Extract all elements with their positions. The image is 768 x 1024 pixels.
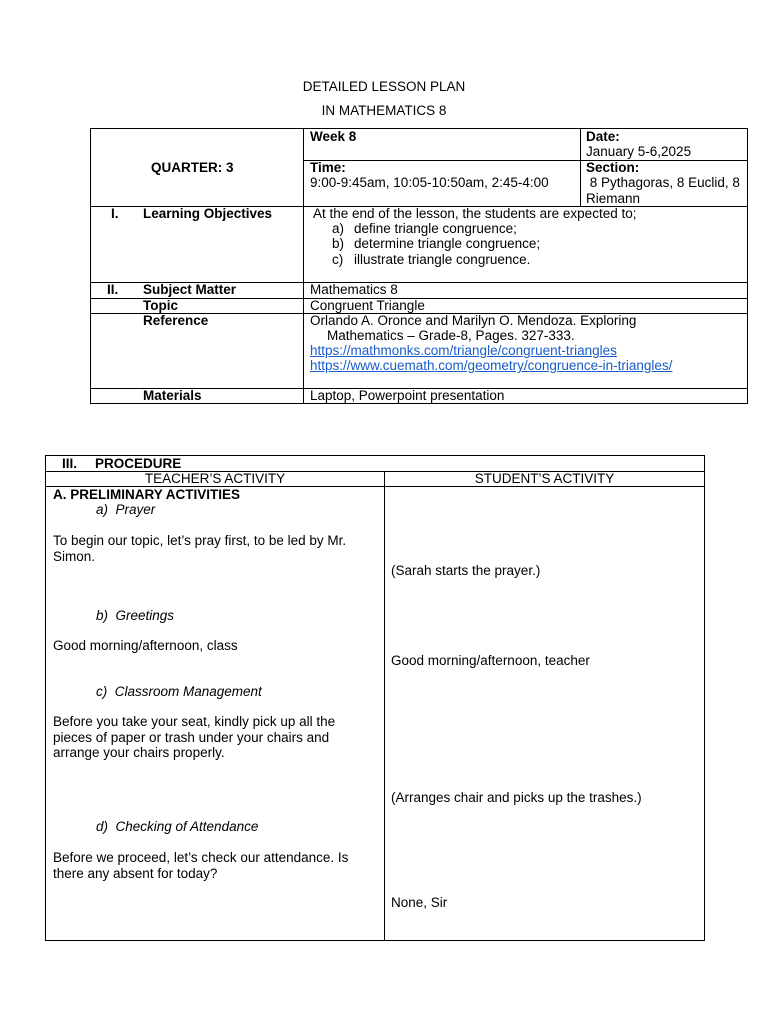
objective-text: determine triangle congruence; — [354, 236, 541, 251]
objectives-numeral: I. — [111, 206, 119, 221]
section-label: Section: — [586, 160, 640, 175]
subject-label: Subject Matter — [143, 282, 237, 297]
document-title: DETAILED LESSON PLAN — [302, 79, 466, 94]
topic-label: Topic — [143, 298, 178, 313]
reference-line2: Mathematics – Grade-8, Pages. 327-333. — [327, 328, 575, 343]
topic-value: Congruent Triangle — [310, 298, 425, 313]
reference-line1: Orlando A. Oronce and Marilyn O. Mendoza. Exploring — [310, 313, 637, 328]
time-value: 9:00-9:45am, 10:05-10:50am, 2:45-4:00 — [310, 175, 549, 190]
reference-link-mathmonks[interactable]: https://mathmonks.com/triangle/congruent-triangles — [310, 343, 617, 358]
prayer-response: (Sarah starts the prayer.) — [391, 563, 541, 578]
objective-item — [332, 221, 517, 237]
reference-label: Reference — [143, 313, 209, 328]
objectives-label: Learning Objectives — [143, 206, 273, 221]
attendance-response: None, Sir — [391, 895, 448, 910]
objective-text: illustrate triangle congruence. — [354, 252, 531, 267]
objective-letter: c) — [332, 252, 344, 267]
prayer-text: To begin our topic, let’s pray first, to be led by Mr. Simon. — [53, 533, 347, 564]
section-value: 8 Pythagoras, 8 Euclid, 8 Riemann — [586, 175, 744, 206]
date-label: Date: — [586, 129, 620, 144]
time-label: Time: — [310, 160, 346, 175]
preliminary-activities-title: A. PRELIMINARY ACTIVITIES — [53, 487, 241, 502]
prayer-label: a) Prayer — [96, 502, 156, 517]
procedure-numeral: III. — [62, 456, 78, 471]
reference-link-cuemath[interactable]: https://www.cuemath.com/geometry/congruence-in-triangles/ — [310, 358, 673, 373]
week-label: Week 8 — [310, 129, 357, 144]
date-value: January 5-6,2025 — [586, 144, 692, 159]
attendance-label: d) Checking of Attendance — [96, 819, 259, 834]
objectives-intro: At the end of the lesson, the students are expected to; — [310, 206, 637, 221]
objective-text: define triangle congruence; — [354, 221, 517, 236]
classroom-management-text: Before you take your seat, kindly pick up all the pieces of paper or trash under your chairs and arrange your chairs properly. — [53, 714, 336, 760]
subject-numeral: II. — [107, 282, 119, 297]
classroom-management-response: (Arranges chair and picks up the trashes.) — [391, 790, 642, 805]
objective-letter: b) — [332, 236, 345, 251]
subject-value: Mathematics 8 — [310, 282, 398, 297]
objective-item — [332, 236, 540, 252]
objective-letter: a) — [332, 221, 345, 236]
greetings-label: b) Greetings — [96, 608, 175, 623]
document-subtitle: IN MATHEMATICS 8 — [321, 103, 447, 118]
procedure-heading: PROCEDURE — [95, 456, 182, 471]
materials-label: Materials — [143, 388, 202, 403]
materials-value: Laptop, Powerpoint presentation — [310, 388, 505, 403]
greetings-text: Good morning/afternoon, class — [53, 638, 238, 653]
greetings-response: Good morning/afternoon, teacher — [391, 653, 590, 668]
quarter-label: QUARTER: 3 — [151, 160, 234, 175]
objective-item — [332, 252, 530, 268]
attendance-text: Before we proceed, let’s check our attendance. Is there any absent for today? — [53, 850, 349, 881]
lesson-info-table — [90, 128, 748, 404]
classroom-management-label: c) Classroom Management — [96, 684, 262, 699]
procedure-table — [45, 455, 705, 941]
teacher-activity-header: TEACHER’S ACTIVITY — [144, 471, 286, 486]
student-activity-header: STUDENT’S ACTIVITY — [474, 471, 615, 486]
